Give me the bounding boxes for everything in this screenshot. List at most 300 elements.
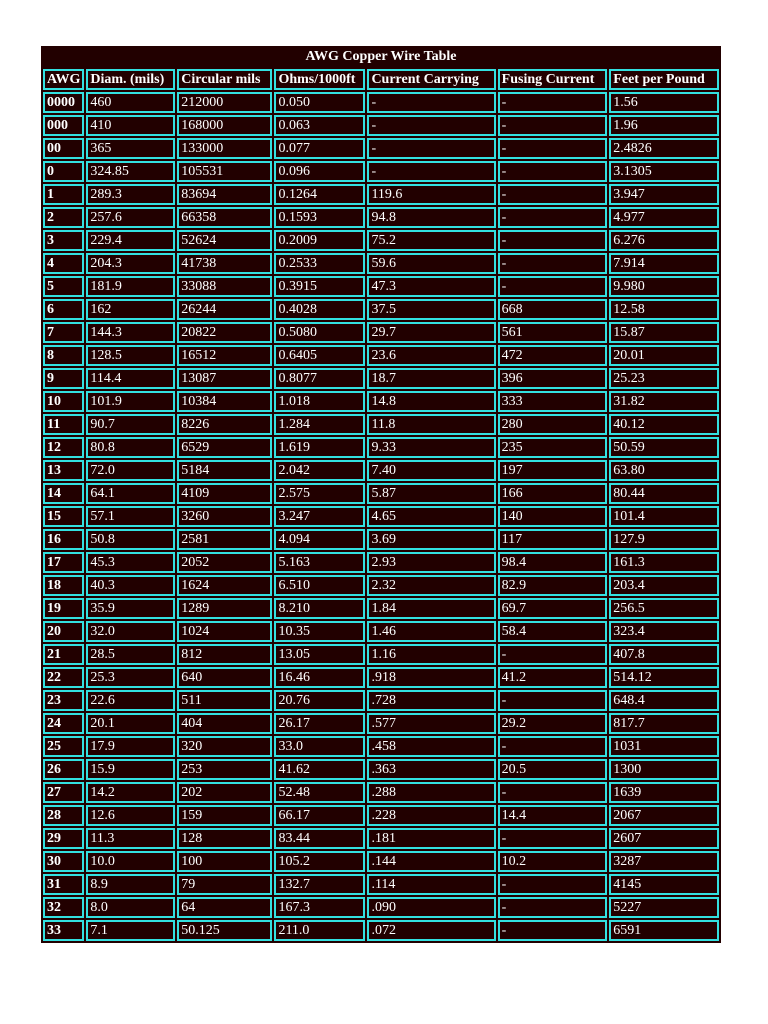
- circular-mils-cell: 1289: [177, 598, 272, 619]
- awg-cell: 1: [43, 184, 84, 205]
- current-carrying-cell: .228: [367, 805, 495, 826]
- feet-per-pound-cell: 6591: [609, 920, 719, 941]
- diameter-cell: 128.5: [86, 345, 175, 366]
- circular-mils-cell: 640: [177, 667, 272, 688]
- table-row: [43, 805, 719, 826]
- diameter-cell: 324.85: [86, 161, 175, 182]
- table-row: [43, 621, 719, 642]
- current-carrying-cell: -: [367, 161, 495, 182]
- feet-per-pound-cell: 63.80: [609, 460, 719, 481]
- table-row: [43, 368, 719, 389]
- circular-mils-cell: 41738: [177, 253, 272, 274]
- feet-per-pound-cell: 2607: [609, 828, 719, 849]
- ohms-cell: 0.2533: [274, 253, 365, 274]
- table-row: [43, 437, 719, 458]
- diameter-cell: 162: [86, 299, 175, 320]
- table-row: [43, 138, 719, 159]
- fusing-current-cell: 280: [498, 414, 608, 435]
- diameter-cell: 101.9: [86, 391, 175, 412]
- circular-mils-cell: 202: [177, 782, 272, 803]
- table-row: [43, 782, 719, 803]
- current-carrying-cell: 5.87: [367, 483, 495, 504]
- ohms-cell: 0.050: [274, 92, 365, 113]
- diameter-cell: 8.9: [86, 874, 175, 895]
- awg-cell: 9: [43, 368, 84, 389]
- circular-mils-cell: 16512: [177, 345, 272, 366]
- current-carrying-cell: 14.8: [367, 391, 495, 412]
- current-carrying-cell: 4.65: [367, 506, 495, 527]
- table-row: [43, 92, 719, 113]
- diameter-cell: 90.7: [86, 414, 175, 435]
- awg-cell: 15: [43, 506, 84, 527]
- diameter-cell: 20.1: [86, 713, 175, 734]
- feet-per-pound-cell: 101.4: [609, 506, 719, 527]
- diameter-cell: 72.0: [86, 460, 175, 481]
- ohms-cell: 0.3915: [274, 276, 365, 297]
- diameter-cell: 22.6: [86, 690, 175, 711]
- ohms-cell: 0.063: [274, 115, 365, 136]
- awg-cell: 12: [43, 437, 84, 458]
- circular-mils-cell: 320: [177, 736, 272, 757]
- awg-cell: 19: [43, 598, 84, 619]
- current-carrying-cell: .181: [367, 828, 495, 849]
- table-row: [43, 460, 719, 481]
- table-row: [43, 828, 719, 849]
- awg-cell: 25: [43, 736, 84, 757]
- circular-mils-cell: 212000: [177, 92, 272, 113]
- circular-mils-cell: 812: [177, 644, 272, 665]
- current-carrying-cell: -: [367, 115, 495, 136]
- awg-cell: 11: [43, 414, 84, 435]
- table-row: [43, 644, 719, 665]
- awg-cell: 0000: [43, 92, 84, 113]
- diameter-cell: 17.9: [86, 736, 175, 757]
- table-row: [43, 483, 719, 504]
- feet-per-pound-cell: 25.23: [609, 368, 719, 389]
- diameter-cell: 11.3: [86, 828, 175, 849]
- ohms-cell: 5.163: [274, 552, 365, 573]
- diameter-cell: 57.1: [86, 506, 175, 527]
- circular-mils-cell: 8226: [177, 414, 272, 435]
- diameter-cell: 7.1: [86, 920, 175, 941]
- ohms-cell: 1.284: [274, 414, 365, 435]
- ohms-cell: 0.1593: [274, 207, 365, 228]
- table-row: [43, 230, 719, 251]
- table-row: [43, 713, 719, 734]
- fusing-current-cell: 41.2: [498, 667, 608, 688]
- circular-mils-cell: 4109: [177, 483, 272, 504]
- current-carrying-cell: .114: [367, 874, 495, 895]
- col-header-fusing-current: Fusing Current: [498, 69, 608, 90]
- current-carrying-cell: 23.6: [367, 345, 495, 366]
- awg-cell: 32: [43, 897, 84, 918]
- diameter-cell: 257.6: [86, 207, 175, 228]
- fusing-current-cell: -: [498, 920, 608, 941]
- awg-cell: 6: [43, 299, 84, 320]
- awg-cell: 8: [43, 345, 84, 366]
- ohms-cell: 41.62: [274, 759, 365, 780]
- diameter-cell: 144.3: [86, 322, 175, 343]
- awg-cell: 4: [43, 253, 84, 274]
- fusing-current-cell: -: [498, 230, 608, 251]
- fusing-current-cell: 20.5: [498, 759, 608, 780]
- ohms-cell: 10.35: [274, 621, 365, 642]
- ohms-cell: 0.2009: [274, 230, 365, 251]
- table-row: [43, 736, 719, 757]
- table-row: [43, 759, 719, 780]
- feet-per-pound-cell: 2.4826: [609, 138, 719, 159]
- fusing-current-cell: -: [498, 828, 608, 849]
- feet-per-pound-cell: 514.12: [609, 667, 719, 688]
- fusing-current-cell: 668: [498, 299, 608, 320]
- fusing-current-cell: -: [498, 276, 608, 297]
- col-header-current-carrying: Current Carrying: [367, 69, 495, 90]
- ohms-cell: 3.247: [274, 506, 365, 527]
- circular-mils-cell: 33088: [177, 276, 272, 297]
- circular-mils-cell: 404: [177, 713, 272, 734]
- fusing-current-cell: 98.4: [498, 552, 608, 573]
- feet-per-pound-cell: 31.82: [609, 391, 719, 412]
- circular-mils-cell: 79: [177, 874, 272, 895]
- table-row: [43, 184, 719, 205]
- circular-mils-cell: 13087: [177, 368, 272, 389]
- ohms-cell: 0.4028: [274, 299, 365, 320]
- feet-per-pound-cell: 7.914: [609, 253, 719, 274]
- fusing-current-cell: -: [498, 897, 608, 918]
- col-header-feet-per-pound: Feet per Pound: [609, 69, 719, 90]
- feet-per-pound-cell: 323.4: [609, 621, 719, 642]
- wire-table-container: [41, 46, 721, 943]
- fusing-current-cell: -: [498, 782, 608, 803]
- feet-per-pound-cell: 407.8: [609, 644, 719, 665]
- circular-mils-cell: 2581: [177, 529, 272, 550]
- current-carrying-cell: 2.32: [367, 575, 495, 596]
- fusing-current-cell: -: [498, 184, 608, 205]
- ohms-cell: 0.096: [274, 161, 365, 182]
- fusing-current-cell: 14.4: [498, 805, 608, 826]
- awg-cell: 00: [43, 138, 84, 159]
- feet-per-pound-cell: 1300: [609, 759, 719, 780]
- feet-per-pound-cell: 3287: [609, 851, 719, 872]
- current-carrying-cell: 7.40: [367, 460, 495, 481]
- awg-cell: 7: [43, 322, 84, 343]
- feet-per-pound-cell: 3.947: [609, 184, 719, 205]
- col-header-circular-mils: Circular mils: [177, 69, 272, 90]
- feet-per-pound-cell: 80.44: [609, 483, 719, 504]
- fusing-current-cell: 396: [498, 368, 608, 389]
- table-row: [43, 414, 719, 435]
- feet-per-pound-cell: 1031: [609, 736, 719, 757]
- ohms-cell: 66.17: [274, 805, 365, 826]
- ohms-cell: 132.7: [274, 874, 365, 895]
- feet-per-pound-cell: 2067: [609, 805, 719, 826]
- circular-mils-cell: 20822: [177, 322, 272, 343]
- current-carrying-cell: 1.46: [367, 621, 495, 642]
- current-carrying-cell: .072: [367, 920, 495, 941]
- awg-cell: 16: [43, 529, 84, 550]
- circular-mils-cell: 253: [177, 759, 272, 780]
- feet-per-pound-cell: 161.3: [609, 552, 719, 573]
- col-header-ohms: Ohms/1000ft: [274, 69, 365, 90]
- ohms-cell: 105.2: [274, 851, 365, 872]
- fusing-current-cell: 10.2: [498, 851, 608, 872]
- ohms-cell: 0.8077: [274, 368, 365, 389]
- awg-cell: 31: [43, 874, 84, 895]
- diameter-cell: 204.3: [86, 253, 175, 274]
- feet-per-pound-cell: 256.5: [609, 598, 719, 619]
- feet-per-pound-cell: 3.1305: [609, 161, 719, 182]
- ohms-cell: 8.210: [274, 598, 365, 619]
- ohms-cell: 2.575: [274, 483, 365, 504]
- feet-per-pound-cell: 12.58: [609, 299, 719, 320]
- table-row: [43, 575, 719, 596]
- circular-mils-cell: 100: [177, 851, 272, 872]
- header-row: [43, 69, 719, 90]
- awg-cell: 30: [43, 851, 84, 872]
- ohms-cell: 13.05: [274, 644, 365, 665]
- table-row: [43, 598, 719, 619]
- current-carrying-cell: -: [367, 138, 495, 159]
- feet-per-pound-cell: 203.4: [609, 575, 719, 596]
- table-row: [43, 920, 719, 941]
- diameter-cell: 8.0: [86, 897, 175, 918]
- fusing-current-cell: 29.2: [498, 713, 608, 734]
- current-carrying-cell: -: [367, 92, 495, 113]
- current-carrying-cell: 9.33: [367, 437, 495, 458]
- circular-mils-cell: 52624: [177, 230, 272, 251]
- feet-per-pound-cell: 4145: [609, 874, 719, 895]
- awg-cell: 17: [43, 552, 84, 573]
- awg-cell: 29: [43, 828, 84, 849]
- ohms-cell: 26.17: [274, 713, 365, 734]
- current-carrying-cell: .363: [367, 759, 495, 780]
- ohms-cell: 0.6405: [274, 345, 365, 366]
- fusing-current-cell: -: [498, 644, 608, 665]
- awg-cell: 27: [43, 782, 84, 803]
- table-row: [43, 391, 719, 412]
- diameter-cell: 14.2: [86, 782, 175, 803]
- current-carrying-cell: 29.7: [367, 322, 495, 343]
- table-row: [43, 874, 719, 895]
- awg-cell: 2: [43, 207, 84, 228]
- fusing-current-cell: -: [498, 736, 608, 757]
- feet-per-pound-cell: 50.59: [609, 437, 719, 458]
- ohms-cell: 211.0: [274, 920, 365, 941]
- diameter-cell: 45.3: [86, 552, 175, 573]
- diameter-cell: 181.9: [86, 276, 175, 297]
- fusing-current-cell: -: [498, 115, 608, 136]
- ohms-cell: 4.094: [274, 529, 365, 550]
- awg-cell: 24: [43, 713, 84, 734]
- circular-mils-cell: 133000: [177, 138, 272, 159]
- current-carrying-cell: .090: [367, 897, 495, 918]
- fusing-current-cell: 117: [498, 529, 608, 550]
- ohms-cell: 16.46: [274, 667, 365, 688]
- table-row: [43, 529, 719, 550]
- feet-per-pound-cell: 1.56: [609, 92, 719, 113]
- current-carrying-cell: .918: [367, 667, 495, 688]
- fusing-current-cell: 472: [498, 345, 608, 366]
- current-carrying-cell: 94.8: [367, 207, 495, 228]
- diameter-cell: 40.3: [86, 575, 175, 596]
- current-carrying-cell: .577: [367, 713, 495, 734]
- circular-mils-cell: 64: [177, 897, 272, 918]
- circular-mils-cell: 50.125: [177, 920, 272, 941]
- current-carrying-cell: 59.6: [367, 253, 495, 274]
- fusing-current-cell: 166: [498, 483, 608, 504]
- circular-mils-cell: 511: [177, 690, 272, 711]
- diameter-cell: 64.1: [86, 483, 175, 504]
- table-row: [43, 897, 719, 918]
- feet-per-pound-cell: 648.4: [609, 690, 719, 711]
- current-carrying-cell: .728: [367, 690, 495, 711]
- feet-per-pound-cell: 127.9: [609, 529, 719, 550]
- fusing-current-cell: 69.7: [498, 598, 608, 619]
- diameter-cell: 80.8: [86, 437, 175, 458]
- diameter-cell: 32.0: [86, 621, 175, 642]
- table-row: [43, 851, 719, 872]
- table-row: [43, 115, 719, 136]
- current-carrying-cell: 18.7: [367, 368, 495, 389]
- diameter-cell: 50.8: [86, 529, 175, 550]
- current-carrying-cell: 1.16: [367, 644, 495, 665]
- awg-cell: 26: [43, 759, 84, 780]
- table-body: [43, 92, 719, 941]
- ohms-cell: 83.44: [274, 828, 365, 849]
- circular-mils-cell: 1024: [177, 621, 272, 642]
- fusing-current-cell: 140: [498, 506, 608, 527]
- awg-copper-wire-table: [41, 67, 721, 943]
- awg-cell: 000: [43, 115, 84, 136]
- current-carrying-cell: 75.2: [367, 230, 495, 251]
- ohms-cell: 20.76: [274, 690, 365, 711]
- circular-mils-cell: 128: [177, 828, 272, 849]
- fusing-current-cell: 333: [498, 391, 608, 412]
- circular-mils-cell: 105531: [177, 161, 272, 182]
- circular-mils-cell: 26244: [177, 299, 272, 320]
- diameter-cell: 460: [86, 92, 175, 113]
- current-carrying-cell: 37.5: [367, 299, 495, 320]
- current-carrying-cell: 3.69: [367, 529, 495, 550]
- current-carrying-cell: 1.84: [367, 598, 495, 619]
- diameter-cell: 229.4: [86, 230, 175, 251]
- circular-mils-cell: 1624: [177, 575, 272, 596]
- circular-mils-cell: 159: [177, 805, 272, 826]
- diameter-cell: 35.9: [86, 598, 175, 619]
- diameter-cell: 365: [86, 138, 175, 159]
- table-row: [43, 667, 719, 688]
- feet-per-pound-cell: 9.980: [609, 276, 719, 297]
- fusing-current-cell: -: [498, 690, 608, 711]
- fusing-current-cell: -: [498, 207, 608, 228]
- table-row: [43, 345, 719, 366]
- diameter-cell: 289.3: [86, 184, 175, 205]
- awg-cell: 20: [43, 621, 84, 642]
- current-carrying-cell: 11.8: [367, 414, 495, 435]
- table-row: [43, 299, 719, 320]
- ohms-cell: 2.042: [274, 460, 365, 481]
- table-row: [43, 690, 719, 711]
- diameter-cell: 114.4: [86, 368, 175, 389]
- circular-mils-cell: 66358: [177, 207, 272, 228]
- ohms-cell: 0.5080: [274, 322, 365, 343]
- current-carrying-cell: .144: [367, 851, 495, 872]
- awg-cell: 10: [43, 391, 84, 412]
- circular-mils-cell: 10384: [177, 391, 272, 412]
- feet-per-pound-cell: 817.7: [609, 713, 719, 734]
- table-row: [43, 506, 719, 527]
- circular-mils-cell: 5184: [177, 460, 272, 481]
- current-carrying-cell: .288: [367, 782, 495, 803]
- awg-cell: 21: [43, 644, 84, 665]
- circular-mils-cell: 2052: [177, 552, 272, 573]
- fusing-current-cell: 235: [498, 437, 608, 458]
- circular-mils-cell: 168000: [177, 115, 272, 136]
- circular-mils-cell: 6529: [177, 437, 272, 458]
- col-header-awg: AWG: [43, 69, 84, 90]
- ohms-cell: 0.077: [274, 138, 365, 159]
- feet-per-pound-cell: 5227: [609, 897, 719, 918]
- awg-cell: 18: [43, 575, 84, 596]
- awg-cell: 5: [43, 276, 84, 297]
- circular-mils-cell: 3260: [177, 506, 272, 527]
- awg-cell: 23: [43, 690, 84, 711]
- feet-per-pound-cell: 1639: [609, 782, 719, 803]
- diameter-cell: 28.5: [86, 644, 175, 665]
- ohms-cell: 1.018: [274, 391, 365, 412]
- awg-cell: 33: [43, 920, 84, 941]
- fusing-current-cell: 58.4: [498, 621, 608, 642]
- fusing-current-cell: 197: [498, 460, 608, 481]
- table-row: [43, 322, 719, 343]
- diameter-cell: 12.6: [86, 805, 175, 826]
- diameter-cell: 410: [86, 115, 175, 136]
- fusing-current-cell: -: [498, 161, 608, 182]
- current-carrying-cell: .458: [367, 736, 495, 757]
- ohms-cell: 6.510: [274, 575, 365, 596]
- awg-cell: 13: [43, 460, 84, 481]
- awg-cell: 3: [43, 230, 84, 251]
- circular-mils-cell: 83694: [177, 184, 272, 205]
- current-carrying-cell: 2.93: [367, 552, 495, 573]
- awg-cell: 28: [43, 805, 84, 826]
- awg-cell: 0: [43, 161, 84, 182]
- fusing-current-cell: -: [498, 138, 608, 159]
- ohms-cell: 0.1264: [274, 184, 365, 205]
- feet-per-pound-cell: 40.12: [609, 414, 719, 435]
- fusing-current-cell: -: [498, 92, 608, 113]
- awg-cell: 14: [43, 483, 84, 504]
- table-row: [43, 161, 719, 182]
- table-row: [43, 552, 719, 573]
- fusing-current-cell: 561: [498, 322, 608, 343]
- feet-per-pound-cell: 6.276: [609, 230, 719, 251]
- ohms-cell: 167.3: [274, 897, 365, 918]
- diameter-cell: 15.9: [86, 759, 175, 780]
- current-carrying-cell: 47.3: [367, 276, 495, 297]
- awg-cell: 22: [43, 667, 84, 688]
- diameter-cell: 10.0: [86, 851, 175, 872]
- fusing-current-cell: 82.9: [498, 575, 608, 596]
- table-row: [43, 207, 719, 228]
- fusing-current-cell: -: [498, 253, 608, 274]
- table-row: [43, 253, 719, 274]
- current-carrying-cell: 119.6: [367, 184, 495, 205]
- feet-per-pound-cell: 1.96: [609, 115, 719, 136]
- diameter-cell: 25.3: [86, 667, 175, 688]
- feet-per-pound-cell: 20.01: [609, 345, 719, 366]
- col-header-diameter: Diam. (mils): [86, 69, 175, 90]
